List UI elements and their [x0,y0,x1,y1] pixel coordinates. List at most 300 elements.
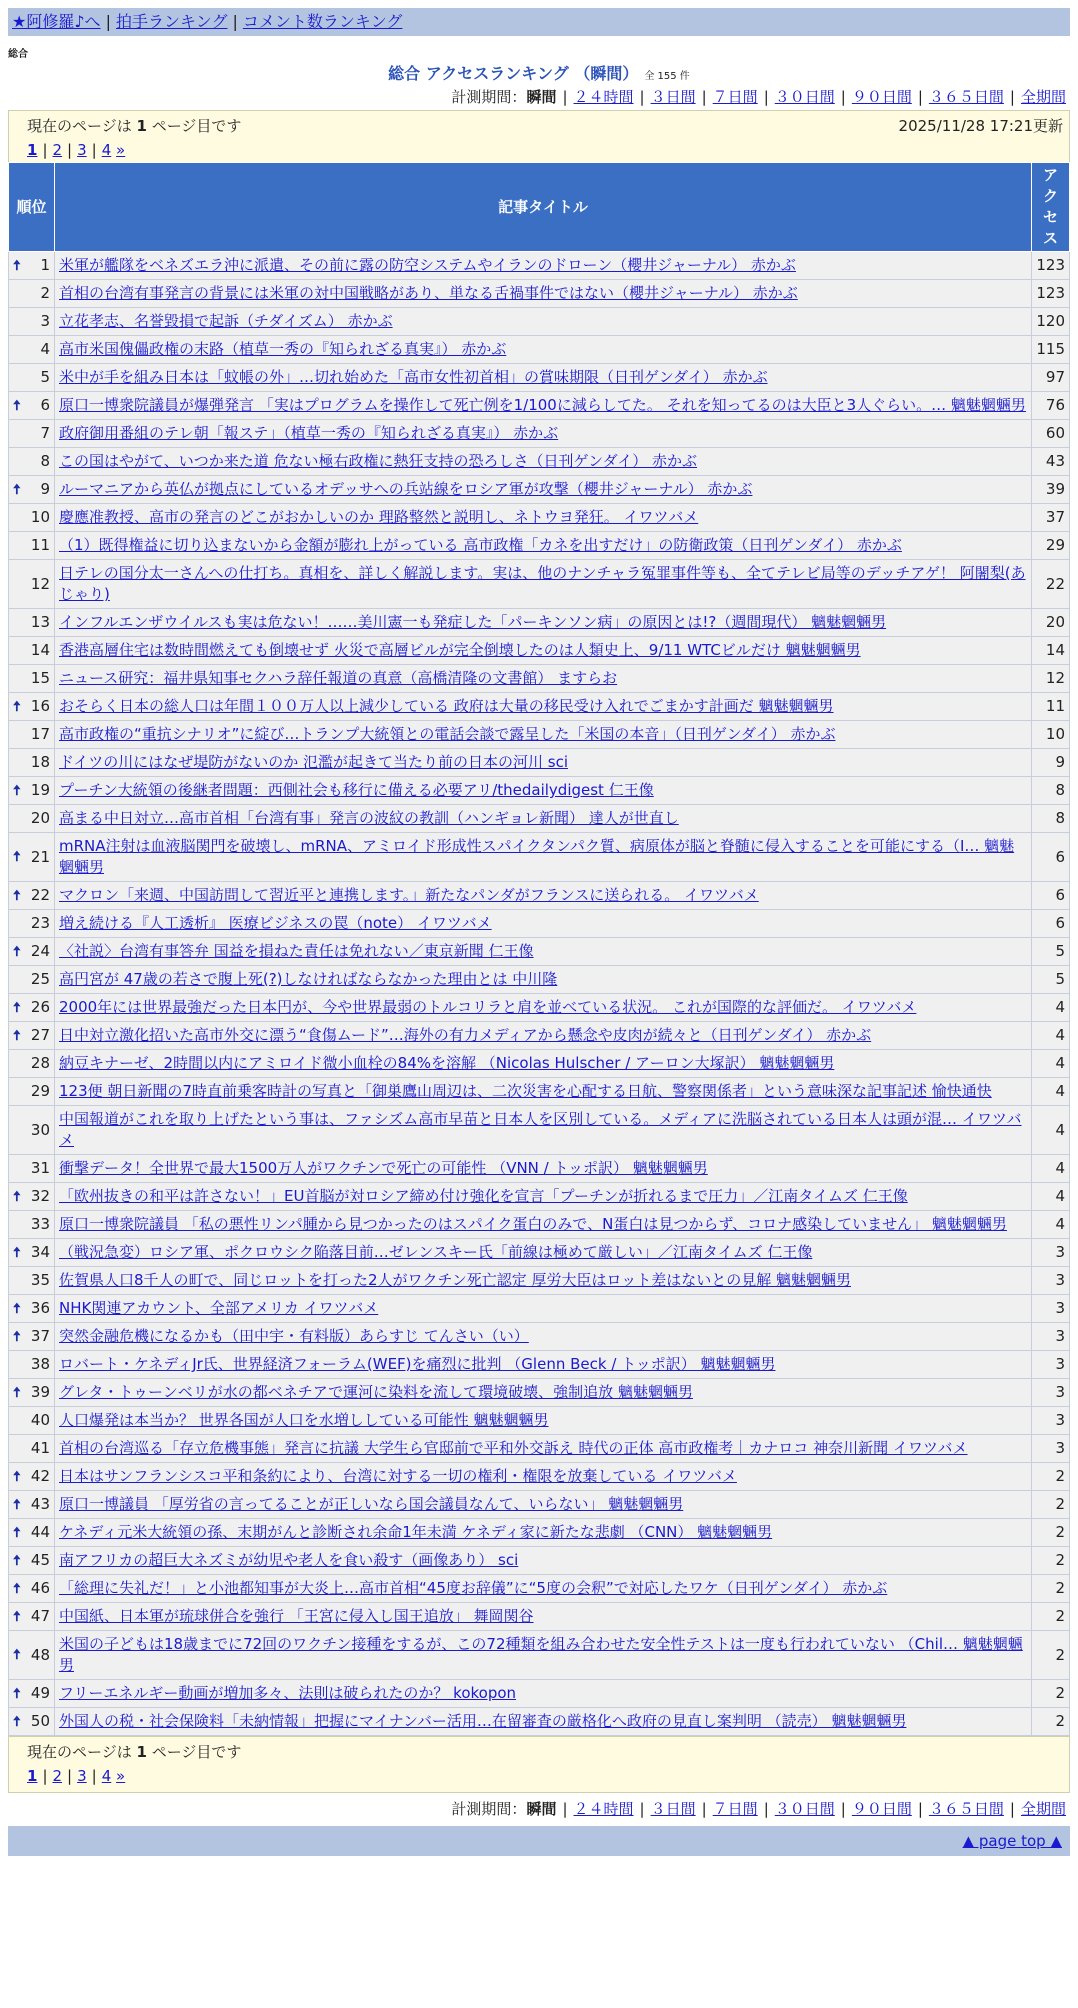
article-link[interactable]: 中国報道がこれを取り上げたという事は、ファシズム高市早苗と日本人を区別している。メディアに洗脳されている日本人は頭が混… イワツバメ [59,1110,1022,1149]
period-current: 瞬間 [526,1800,557,1818]
rank-cell [9,560,55,609]
title-cell [55,420,1032,448]
article-link[interactable]: 人口爆発は本当か？ 世界各国が人口を水増ししている可能性 魑魅魍魎男 [59,1411,549,1429]
title-cell [55,280,1032,308]
home-link[interactable]: ★阿修羅♪へ [12,12,101,31]
rank-cell [9,1519,55,1547]
article-link[interactable]: 〈社説〉台湾有事答弁 国益を損ねた責任は免れない／東京新聞 仁王像 [59,942,534,960]
page-link[interactable]: 2 [52,1767,63,1785]
access-count: 29 [1032,532,1070,560]
title-cell [55,1351,1032,1379]
article-link[interactable]: 高まる中日対立…高市首相「台湾有事」発言の波紋の教訓（ハンギョレ新聞） 達人が世直し [59,809,679,827]
article-link[interactable]: 米国の子どもは18歳までに72回のワクチン接種をするが、この72種類を組み合わせた安全性テストは一度も行われていない （Chil… 魑魅魍魎男 [59,1635,1023,1674]
table-row [9,1631,1070,1680]
rank-number: 5 [40,368,50,386]
table-row [9,749,1070,777]
table-header-row [9,163,1070,252]
up-arrow-icon: 🠅 [13,1713,21,1730]
page-info-box [8,110,1070,167]
access-count: 4 [1032,1078,1070,1106]
rank-number: 37 [30,1327,50,1345]
page-link[interactable]: 3 [77,141,87,159]
table-row [9,1183,1070,1211]
access-count: 123 [1032,252,1070,280]
article-link[interactable]: 増え続ける『人工透析』 医療ビジネスの罠（note） イワツバメ [59,914,492,932]
access-count: 12 [1032,665,1070,693]
page-separator: | [67,1767,73,1785]
access-count: 120 [1032,308,1070,336]
table-row [9,1155,1070,1183]
up-arrow-icon: 🠅 [13,1647,21,1663]
title-cell [55,1106,1032,1155]
article-link[interactable]: 高円宮が 47歳の若さで腹上死(?)しなければならなかった理由とは 中川隆 [59,970,558,988]
title-cell [55,1379,1032,1407]
period-separator: | [917,1800,923,1818]
article-link[interactable]: NHK関連アカウント、全部アメリカ イワツバメ [59,1299,379,1317]
rank-number: 42 [30,1467,50,1485]
ranking-rows [9,252,1070,1736]
period-link[interactable]: ９０日間 [851,1800,912,1818]
rank-cell [9,1603,55,1631]
rank-cell [9,938,55,966]
title-cell [55,392,1032,420]
up-arrow-icon: 🠅 [13,1027,21,1044]
article-link[interactable]: 日中対立激化招いた高市外交に漂う“食傷ムード”…海外の有力メディアから懸念や皮肉が続々と（日刊ゲンダイ） 赤かぶ [59,1026,872,1044]
rank-cell [9,1547,55,1575]
article-link[interactable]: 政府御用番組のテレ朝「報ステ」（植草一秀の『知られざる真実』） 赤かぶ [59,424,559,442]
access-count: 22 [1032,560,1070,609]
rank-cell [9,1351,55,1379]
next-page-link[interactable]: » [116,1767,126,1785]
article-link[interactable]: 突然金融危機になるかも（田中宇・有料版）あらすじ てんさい（い） [59,1327,529,1345]
page-link[interactable]: 4 [101,1767,112,1785]
period-link[interactable]: ３０日間 [774,88,835,106]
title-cell [55,448,1032,476]
title-cell [55,1407,1032,1435]
article-link[interactable]: 外国人の税・社会保険料「未納情報」把握にマイナンバー活用…在留審査の厳格化へ政府の見直し案判明 （読売） 魑魅魍魎男 [59,1712,907,1730]
title-cell [55,560,1032,609]
page-separator: | [42,141,48,159]
page-top-link[interactable]: ▲ page top ▲ [962,1832,1062,1850]
period-link[interactable]: ３６５日間 [928,1800,1004,1818]
access-count: 3 [1032,1323,1070,1351]
access-count: 14 [1032,637,1070,665]
article-link[interactable]: （1）既得権益に切り込まないから金額が膨れ上がっている 高市政権「カネを出すだけ」の防衛政策（日刊ゲンダイ） 赤かぶ [59,536,902,554]
article-link[interactable]: 高市米国傀儡政権の末路（植草一秀の『知られざる真実』） 赤かぶ [59,340,507,358]
table-row [9,665,1070,693]
rank-cell [9,966,55,994]
article-link[interactable]: 南アフリカの超巨大ネズミが幼児や老人を食い殺す（画像あり） sci [59,1551,519,1569]
rank-cell [9,833,55,882]
period-separator: | [639,88,645,106]
article-link[interactable]: 「総理に失礼だ！」と小池都知事が大炎上…高市首相“45度お辞儀”に“5度の会釈”で対応したワケ（日刊ゲンダイ） 赤かぶ [59,1579,888,1597]
period-label: 計測期間： [451,88,527,106]
title-cell [55,910,1032,938]
rank-number: 49 [30,1684,50,1702]
rank-cell [9,1078,55,1106]
article-link[interactable]: 高市政権の“重抗シナリオ”に綻び…トランプ大統領との電話会談で露呈した「米国の本音」（日刊ゲンダイ） 赤かぶ [59,725,836,743]
article-link[interactable]: ドイツの川にはなぜ堤防がないのか 氾濫が起きて当たり前の日本の河川 sci [59,753,569,771]
table-row [9,1351,1070,1379]
period-label: 計測期間： [451,1800,527,1818]
table-row [9,1575,1070,1603]
table-row [9,532,1070,560]
page-link[interactable]: 3 [77,1767,87,1785]
rank-cell [9,280,55,308]
article-link[interactable]: 佐賀県人口8千人の町で、同じロットを打った2人がワクチン死亡認定 厚労大臣はロット差はないとの見解 魑魅魍魎男 [59,1271,851,1289]
up-arrow-icon: 🠅 [13,1300,21,1317]
title-cell [55,1547,1032,1575]
rank-cell [9,882,55,910]
article-link[interactable]: 「欧州抜きの和平は許さない！」EU首脳が対ロシア締め付け強化を宣言「プーチンが折れるまで圧力」／江南タイムズ 仁王像 [59,1187,908,1205]
rank-cell [9,532,55,560]
table-row [9,1050,1070,1078]
article-link[interactable]: ロバート・ケネディJr氏、世界経済フォーラム(WEF)を痛烈に批判 （Glenn Beck / トッポ訳） 魑魅魍魎男 [59,1355,776,1373]
table-row [9,994,1070,1022]
article-link[interactable]: プーチン大統領の後継者問題：西側社会も移行に備える必要アリ/thedailydigest 仁王像 [59,781,654,799]
article-link[interactable]: 納豆キナーゼ、2時間以内にアミロイド微小血栓の84%を溶解 （Nicolas Hulscher / アーロン大塚訳） 魑魅魍魎男 [59,1054,835,1072]
period-link[interactable]: 全期間 [1020,1800,1066,1818]
rank-number: 30 [30,1120,50,1139]
rank-cell [9,805,55,833]
rank-cell [9,609,55,637]
rank-number: 6 [40,396,50,414]
up-arrow-icon: 🠅 [13,1580,21,1597]
rank-number: 32 [30,1187,50,1205]
period-separator: | [917,88,923,106]
title-cell [55,805,1032,833]
table-row [9,1323,1070,1351]
page-separator: | [42,1767,48,1785]
rank-number: 11 [30,536,50,554]
up-arrow-icon: 🠅 [13,943,21,960]
rank-cell [9,721,55,749]
access-count: 2 [1032,1547,1070,1575]
rank-number: 23 [30,914,50,932]
up-arrow-icon: 🠅 [13,698,21,715]
access-column-header: アクセス [1032,163,1070,252]
table-row [9,882,1070,910]
access-count: 2 [1032,1491,1070,1519]
rank-number: 15 [30,669,50,687]
access-count: 4 [1032,1022,1070,1050]
access-count: 3 [1032,1295,1070,1323]
rank-number: 8 [40,452,50,470]
rank-cell [9,1491,55,1519]
title-cell [55,693,1032,721]
rank-cell [9,1106,55,1155]
rank-number: 33 [30,1215,50,1233]
page-info-box-bottom [8,1736,1070,1793]
section-label: 総合 [8,49,28,60]
rank-number: 18 [30,753,50,771]
access-count: 3 [1032,1351,1070,1379]
rank-cell [9,252,55,280]
article-link[interactable]: ニュース研究：福井県知事セクハラ辞任報道の真意（高橋清隆の文書館） ますらお [59,669,618,687]
access-count: 4 [1032,1050,1070,1078]
pagination-bottom [27,1767,125,1785]
table-row [9,252,1070,280]
period-link[interactable]: ２４時間 [573,1800,634,1818]
access-count: 8 [1032,777,1070,805]
access-count: 9 [1032,749,1070,777]
current-page-text: 現在のページは 1 ページ目です [27,1743,242,1761]
article-link[interactable]: 香港高層住宅は数時間燃えても倒壊せず 火災で高層ビルが完全倒壊したのは人類史上、9/11 WTCビルだけ 魑魅魍魎男 [59,641,861,659]
table-row [9,910,1070,938]
access-count: 3 [1032,1239,1070,1267]
rank-cell [9,693,55,721]
title-cell [55,1239,1032,1267]
total-count: 全 155 件 [644,71,690,82]
rank-cell [9,1155,55,1183]
article-link[interactable]: インフルエンザウイルスも実は危ない！……美川憲一も発症した「パーキンソン病」の原因とは!?（週間現代） 魑魅魍魎男 [59,613,887,631]
rank-number: 43 [30,1495,50,1513]
article-link[interactable]: 米中が手を組み日本は「蚊帳の外」…切れ始めた「高市女性初首相」の賞味期限（日刊ゲンダイ） 赤かぶ [59,368,768,386]
title-cell [55,364,1032,392]
table-row [9,280,1070,308]
table-row [9,1295,1070,1323]
up-arrow-icon: 🠅 [13,1552,21,1569]
rank-cell [9,1631,55,1680]
clap-ranking-link[interactable]: 拍手ランキング [115,12,228,31]
title-cell [55,1680,1032,1708]
access-count: 4 [1032,1211,1070,1239]
table-row [9,560,1070,609]
period-selector-bottom [451,1798,1066,1819]
table-row [9,1239,1070,1267]
comment-ranking-link[interactable]: コメント数ランキング [242,12,403,31]
title-cell [55,1708,1032,1736]
pagination [27,141,125,159]
up-arrow-icon: 🠅 [13,1384,21,1401]
table-row [9,1547,1070,1575]
access-count: 2 [1032,1575,1070,1603]
rank-number: 12 [30,574,50,593]
rank-cell [9,1295,55,1323]
title-cell [55,476,1032,504]
access-count: 2 [1032,1603,1070,1631]
table-row [9,721,1070,749]
title-cell [55,1519,1032,1547]
article-link[interactable]: 2000年には世界最強だった日本円が、今や世界最弱のトルコリラと肩を並べている状況。 これが国際的な評価だ。 イワツバメ [59,998,917,1016]
nav-separator: | [105,12,111,31]
article-link[interactable]: 123便 朝日新聞の7時直前乗客時計の写真と「御巣鷹山周辺は、二次災害を心配する日航、警察関係者」という意味深な記事記述 愉快通快 [59,1082,992,1100]
rank-cell [9,1323,55,1351]
table-row [9,308,1070,336]
title-cell [55,637,1032,665]
article-link[interactable]: グレタ・トゥーンベリが水の都ベネチアで運河に染料を流して環境破壊、強制追放 魑魅魍魎男 [59,1383,693,1401]
title-cell [55,532,1032,560]
rank-number: 36 [30,1299,50,1317]
table-row [9,1463,1070,1491]
rank-number: 20 [30,809,50,827]
article-link[interactable]: 原口一博衆院議員が爆弾発言 「実はプログラムを操作して死亡例を1/100に減らしてた。 それを知ってるのは大臣と3人ぐらい。… 魑魅魍魎男 [59,396,1026,414]
article-link[interactable]: マクロン「来週、中国訪問して習近平と連携します。」新たなパンダがフランスに送られる。 イワツバメ [59,886,759,904]
access-count: 2 [1032,1631,1070,1680]
rank-number: 29 [30,1082,50,1100]
rank-number: 19 [30,781,50,799]
period-link[interactable]: ９０日間 [851,88,912,106]
title-cell [55,1631,1032,1680]
rank-cell [9,1211,55,1239]
page-link[interactable]: 2 [52,141,63,159]
title-cell [55,336,1032,364]
rank-number: 22 [30,886,50,904]
article-link[interactable]: 原口一博衆院議員 「私の悪性リンパ腫から見つかったのはスパイク蛋白のみで、N蛋白は見つからず、コロナ感染していません」 魑魅魍魎男 [59,1215,1007,1233]
period-link[interactable]: 全期間 [1020,88,1066,106]
article-link[interactable]: ケネディ元米大統領の孫、末期がんと診断され余命1年未満 ケネディ家に新たな悲劇 （CNN） 魑魅魍魎男 [59,1523,773,1541]
access-count: 20 [1032,609,1070,637]
rank-cell [9,1680,55,1708]
up-arrow-icon: 🠅 [13,782,21,799]
period-separator: | [840,88,846,106]
access-count: 5 [1032,938,1070,966]
article-link[interactable]: 中国紙、日本軍が琉球併合を強行 「王宮に侵入し国王追放」 舞岡関谷 [59,1607,534,1625]
table-row [9,1211,1070,1239]
article-link[interactable]: （戦況急変）ロシア軍、ポクロウシク陥落目前…ゼレンスキー氏「前線は極めて厳しい」／江南タイムズ 仁王像 [59,1243,813,1261]
rank-cell [9,308,55,336]
rank-number: 4 [40,340,50,358]
title-cell [55,721,1032,749]
up-arrow-icon: 🠅 [13,887,21,904]
page-link-current[interactable]: 1 [27,1767,38,1785]
up-arrow-icon: 🠅 [13,1244,21,1261]
period-separator: | [840,1800,846,1818]
rank-cell [9,1022,55,1050]
up-arrow-icon: 🠅 [13,1188,21,1205]
access-count: 43 [1032,448,1070,476]
up-arrow-icon: 🠅 [13,849,21,865]
up-arrow-icon: 🠅 [13,1524,21,1541]
title-cell [55,1183,1032,1211]
rank-number: 28 [30,1054,50,1072]
page-link[interactable]: 4 [101,141,112,159]
rank-cell [9,476,55,504]
article-link[interactable]: 衝撃データ！全世界で最大1500万人がワクチンで死亡の可能性 （VNN / トッポ訳） 魑魅魍魎男 [59,1159,708,1177]
period-separator: | [763,1800,769,1818]
rank-cell [9,1050,55,1078]
up-arrow-icon: 🠅 [13,1685,21,1702]
title-cell [55,966,1032,994]
rank-number: 27 [30,1026,50,1044]
title-cell [55,1295,1032,1323]
rank-number: 31 [30,1159,50,1177]
article-link[interactable]: 日本はサンフランシスコ平和条約により、台湾に対する一切の権利・権限を放棄している イワツバメ [59,1467,737,1485]
article-link[interactable]: 立花孝志、名誉毀損で起訴（チダイズム） 赤かぶ [59,312,393,330]
period-link[interactable]: ３日間 [650,88,696,106]
table-row [9,1708,1070,1736]
ranking-table [8,162,1070,1736]
rank-cell [9,637,55,665]
access-count: 8 [1032,805,1070,833]
access-count: 6 [1032,833,1070,882]
period-link[interactable]: ３０日間 [774,1800,835,1818]
period-separator: | [562,88,568,106]
rank-number: 25 [30,970,50,988]
title-cell [55,1435,1032,1463]
article-link[interactable]: 原口一博議員 「厚労省の言ってることが正しいなら国会議員なんて、いらない」 魑魅魍魎男 [59,1495,684,1513]
article-link[interactable]: 首相の台湾有事発言の背景には米軍の対中国戦略があり、単なる舌禍事件ではない（櫻井ジャーナル） 赤かぶ [59,284,798,302]
rank-number: 44 [30,1523,50,1541]
article-link[interactable]: 米軍が艦隊をベネズエラ沖に派遣、その前に露の防空システムやイランのドローン（櫻井ジャーナル） 赤かぶ [59,256,796,274]
table-row [9,693,1070,721]
period-link[interactable]: ３６５日間 [928,88,1004,106]
rank-column-header: 順位 [9,163,55,252]
table-row [9,1519,1070,1547]
up-arrow-icon: 🠅 [13,397,21,414]
up-arrow-icon: 🠅 [13,999,21,1016]
article-link[interactable]: フリーエネルギー動画が増加多々、法則は破られたのか？ kokopon [59,1684,517,1702]
rank-cell [9,749,55,777]
period-link[interactable]: ２４時間 [573,88,634,106]
access-count: 5 [1032,966,1070,994]
title-cell [55,777,1032,805]
nav-separator: | [232,12,238,31]
page-link-current[interactable]: 1 [27,141,38,159]
rank-number: 38 [30,1355,50,1373]
title-cell [55,882,1032,910]
title-cell [55,308,1032,336]
article-link[interactable]: mRNA注射は血液脳関門を破壊し、mRNA、アミロイド形成性スパイクタンパク質、病原体が脳と脊髄に侵入することを可能にする（I… 魑魅魍魎男 [59,837,1015,876]
access-count: 39 [1032,476,1070,504]
article-link[interactable]: 慶應准教授、高市の発言のどこがおかしいのか 理路整然と説明し、ネトウヨ発狂。 イワツバメ [59,508,699,526]
period-link[interactable]: ３日間 [650,1800,696,1818]
page-separator: | [91,1767,97,1785]
access-count: 37 [1032,504,1070,532]
page-separator: | [91,141,97,159]
title-cell [55,1463,1032,1491]
rank-cell [9,336,55,364]
rank-cell [9,420,55,448]
rank-number: 41 [30,1439,50,1457]
table-row [9,805,1070,833]
article-link[interactable]: 首相の台湾巡る「存立危機事態」発言に抗議 大学生ら官邸前で平和外交訴え 時代の正体 高市政権考｜カナロコ 神奈川新聞 イワツバメ [59,1439,968,1457]
ranking-heading [0,61,1078,84]
rank-number: 40 [30,1411,50,1429]
period-separator: | [1009,88,1015,106]
rank-number: 39 [30,1383,50,1401]
rank-cell [9,1407,55,1435]
table-row [9,966,1070,994]
access-count: 123 [1032,280,1070,308]
access-count: 2 [1032,1519,1070,1547]
period-link[interactable]: ７日間 [712,88,758,106]
table-row [9,476,1070,504]
access-count: 115 [1032,336,1070,364]
period-link[interactable]: ７日間 [712,1800,758,1818]
up-arrow-icon: 🠅 [13,481,21,498]
article-link[interactable]: 日テレの国分太一さんへの仕打ち。真相を、詳しく解説します。実は、他のナンチャラ冤罪事件等も、全てテレビ局等のデッチアゲ！ 阿闍梨(あじゃり) [59,564,1026,603]
title-cell [55,665,1032,693]
top-nav-bar [8,8,1070,36]
article-link[interactable]: おそらく日本の総人口は年間１００万人以上減少している 政府は大量の移民受け入れでごまかす計画だ 魑魅魍魎男 [59,697,834,715]
next-page-link[interactable]: » [116,141,126,159]
article-link[interactable]: この国はやがて、いつか来た道 危ない極右政権に熱狂支持の恐ろしさ（日刊ゲンダイ） 赤かぶ [59,452,698,470]
rank-number: 3 [40,312,50,330]
bottom-bar [8,1826,1070,1856]
rank-number: 14 [30,641,50,659]
table-row [9,637,1070,665]
table-row [9,1022,1070,1050]
rank-number: 9 [40,480,50,498]
access-count: 60 [1032,420,1070,448]
article-link[interactable]: ルーマニアから英仏が拠点にしているオデッサへの兵站線をロシア軍が攻撃（櫻井ジャーナル） 赤かぶ [59,480,753,498]
table-row [9,1407,1070,1435]
rank-cell [9,504,55,532]
rank-number: 24 [30,942,50,960]
rank-number: 2 [40,284,50,302]
access-count: 2 [1032,1463,1070,1491]
